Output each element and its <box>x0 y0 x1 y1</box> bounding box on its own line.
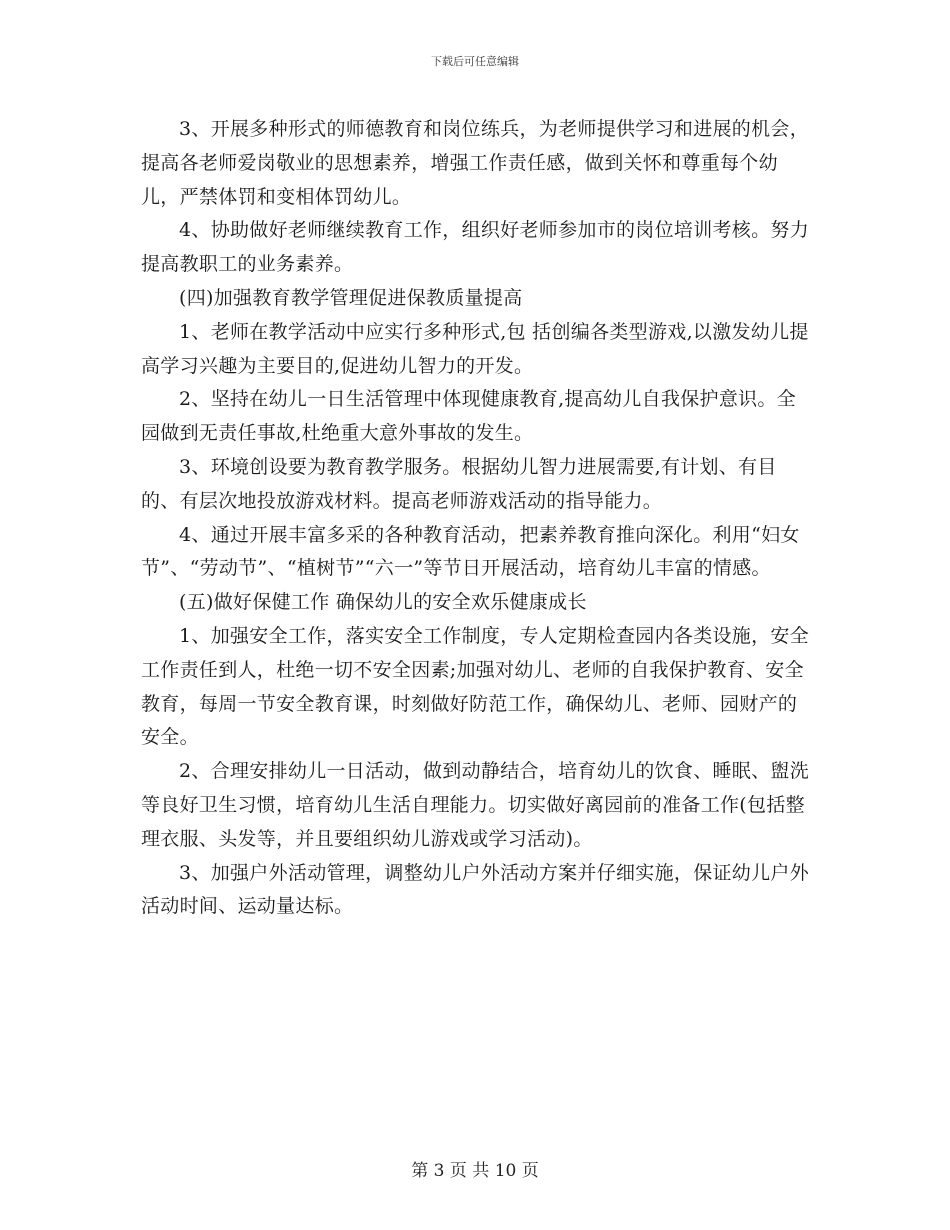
paragraph: 4、协助做好老师继续教育工作，组织好老师参加市的岗位培训考核。努力提高教职工的业务素养。 <box>141 219 809 276</box>
page-number: 第 3 页 共 10 页 <box>411 1161 539 1181</box>
paragraph: 2、坚持在幼儿一日生活管理中体现健康教育,提高幼儿自我保护意识。全园做到无责任事故,杜绝重大意外事故的发生。 <box>141 388 797 445</box>
paragraph: 4、通过开展丰富多采的各种教育活动，把素养教育推向深化。利用“妇女节”、“劳动节”、“植树节”“六一”等节日开展活动，培育幼儿丰富的情感。 <box>141 523 800 580</box>
section-heading: (五)做好保健工作 确保幼儿的安全欢乐健康成长 <box>179 591 587 614</box>
page-header: 下载后可任意编辑 <box>431 55 519 68</box>
paragraph: 2、合理安排幼儿一日活动，做到动静结合，培育幼儿的饮食、睡眠、盥洗等良好卫生习惯，培育幼儿生活自理能力。切实做好离园前的准备工作(包括整理衣服、头发等，并且要组织幼儿游戏或学习活动)。 <box>141 760 809 850</box>
paragraph: 3、加强户外活动管理，调整幼儿户外活动方案并仔细实施，保证幼儿户外活动时间、运动量达标。 <box>141 861 809 918</box>
document-body <box>141 113 811 924</box>
paragraph: 1、加强安全工作，落实安全工作制度，专人定期检查园内各类设施，安全工作责任到人，杜绝一切不安全因素;加强对幼儿、老师的自我保护教育、安全教育，每周一节安全教育课，时刻做好防范工作，确保幼儿、老师、园财产的安全。 <box>141 624 809 749</box>
paragraph: 1、老师在教学活动中应实行多种形式,包 括创编各类型游戏,以激发幼儿提高学习兴趣为主要目的,促进幼儿智力的开发。 <box>141 320 809 377</box>
section-heading: (四)加强教育教学管理促进保教质量提高 <box>179 286 523 309</box>
paragraph: 3、开展多种形式的师德教育和岗位练兵，为老师提供学习和进展的机会，提高各老师爱岗敬业的思想素养，增强工作责任感，做到关怀和尊重每个幼儿，严禁体罚和变相体罚幼儿。 <box>141 118 809 208</box>
paragraph: 3、环境创设要为教育教学服务。根据幼儿智力进展需要,有计划、有目的、有层次地投放游戏材料。提高老师游戏活动的指导能力。 <box>141 455 777 512</box>
